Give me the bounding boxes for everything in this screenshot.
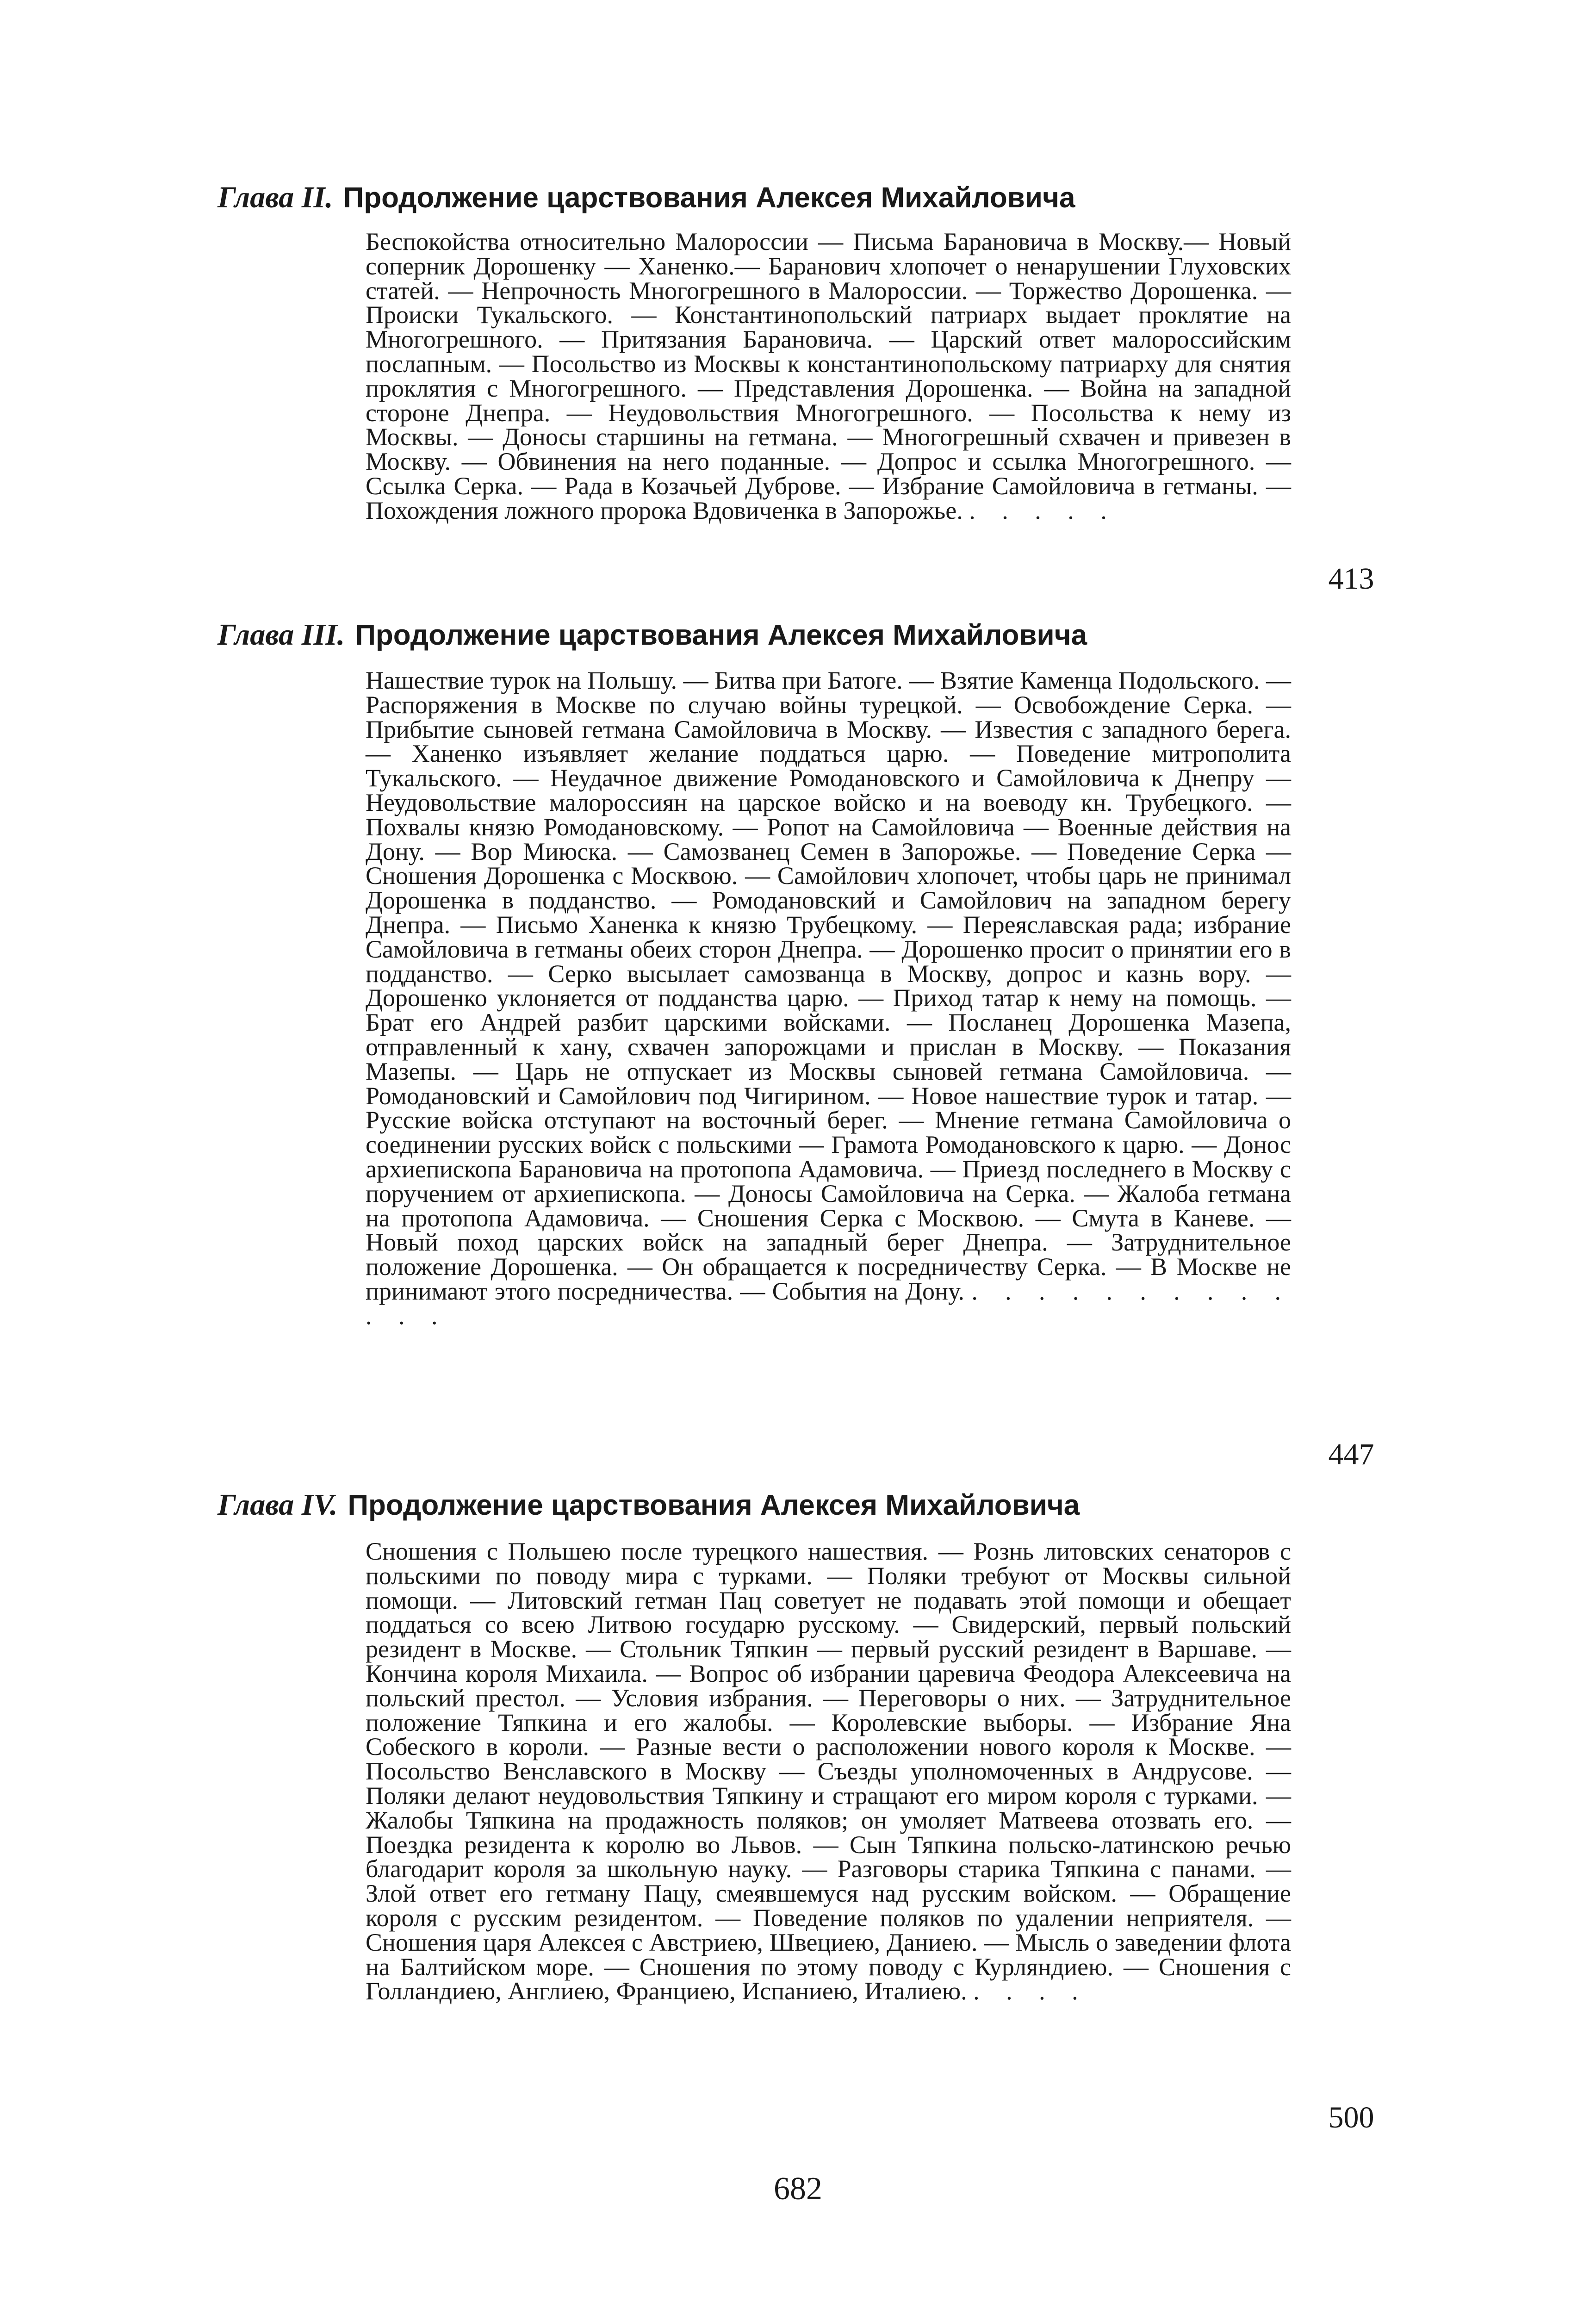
- summary-text: Нашествие турок на Польшу. — Битва при Батоге. — Взятие Каменца Подольского. — Распоряжения в Москве по случаю войны турецкой. — Освобождение Серка. — Прибытие сыновей гетмана Самойловича в Москву. — Известия с западного берега. — Ханенко изъявляет желание поддаться царю. — Поведение митрополита Тукальского. — Неудачное движение Ромодановского и Самойловича к Днепру — Неудовольствие малороссиян на царское войско и на воеводу кн. Трубецкого. — Похвалы князю Ромодановскому. — Ропот на Самойловича — Военные действия на Дону. — Вор Миюска. — Самозванец Семен в Запорожье. — Поведение Серка — Сношения Дорошенка с Москвою. — Самойлович хлопочет, чтобы царь не принимал Дорошенка в подданство. — Ромодановский и Самойлович на западном берегу Днепра. — Письмо Ханенка к князю Трубецкому. — Переяславская рада; избрание Самойловича в гетманы обеих сторон Днепра. — Дорошенко просит о принятии его в подданство. — Серко высылает самозванца в Москву, допрос и казнь вору. — Дорошенко уклоняется от подданства царю. — Приход татар к нему на помощь. — Брат его Андрей разбит царскими войсками. — Посланец Дорошенка Мазепа, отправленный к хану, схвачен запорожцами и прислан в Москву. — Показания Мазепы. — Царь не отпускает из Москвы сыновей гетмана Самойловича. — Ромодановский и Самойлович под Чигирином. — Новое нашествие турок и татар. — Русские войска отступают на восточный берег. — Мнение гетмана Самойловича о соединении русских войск с польскими — Грамота Ромодановского к царю. — Донос архиепископа Барановича на протопопа Адамовича. — Приезд последнего в Москву с поручением от архиепископа. — Доносы Самойловича на Серка. — Жалоба гетмана на протопопа Адамовича. — Сношения Серка с Москвою. — Смута в Каневе. — Новый поход царских войск на западный берег Днепра. — Затруднительное положение Дорошенка. — Он обращается к посредничеству Серка. — В Москве не принимают этого посредничества. — События на Дону.: [366, 666, 1291, 1305]
- chapter-2: [217, 178, 1379, 218]
- page-number: 413: [1328, 562, 1374, 596]
- chapter-3: [217, 616, 1379, 655]
- chapter-summary: [366, 668, 1291, 1328]
- chapter-title: Продолжение царствования Алексея Михайловича: [348, 1489, 1080, 1521]
- page-number: 447: [1328, 1437, 1374, 1471]
- chapter-summary: [366, 230, 1291, 523]
- chapter-heading: [217, 178, 1379, 218]
- chapter-summary: [366, 1539, 1291, 2003]
- chapter-title: Продолжение царствования Алексея Михайловича: [355, 619, 1087, 651]
- chapter-label: Глава III.: [217, 618, 345, 652]
- summary-text: Сношения с Польшею после турецкого нашествия. — Рознь литовских сенаторов с польскими по поводу мира с турками. — Поляки требуют от Москвы сильной помощи. — Литовский гетман Пац советует не подавать этой помощи и обещает поддаться со всею Литвою государю русскому. — Свидерский, первый польский резидент в Москве. — Стольник Тяпкин — первый русский резидент в Варшаве. — Кончина короля Михаила. — Вопрос об избрании царевича Феодора Алексеевича на польский престол. — Условия избрания. — Переговоры о них. — Затруднительное положение Тяпкина и его жалобы. — Королевские выборы. — Избрание Яна Собеского в короли. — Разные вести о расположении нового короля к Москве. — Посольство Венславского в Москву — Съезды уполномоченных в Андрусове. — Поляки делают неудовольствия Тяпкину и стращают его миром короля с турками. — Жалобы Тяпкина на продажность поляков; он умоляет Матвеева отозвать его. — Поездка резидента к королю во Львов. — Сын Тяпкина польско-латинскою речью благодарит короля за школьную науку. — Разговоры старика Тяпкина с панами. — Злой ответ его гетману Пацу, смеявшемуся над русским войском. — Обращение короля с русским резидентом. — Поведение поляков по удалении неприятеля. — Сношения царя Алексея с Австриею, Швециею, Даниею. — Мысль о заведении флота на Балтийском море. — Сношения по этому поводу с Курляндиею. — Сношения с Голландиею, Англиею, Франциею, Испаниею, Италиею.: [366, 1537, 1291, 2005]
- dot-leaders: . . . . . . . . . . . . .: [366, 1277, 1292, 1330]
- page-number: 500: [1328, 2101, 1374, 2134]
- chapter-heading: [217, 616, 1379, 655]
- chapter-heading: [217, 1486, 1379, 1525]
- chapter-title: Продолжение царствования Алексея Михайловича: [343, 182, 1075, 214]
- dot-leaders: . . . .: [973, 1977, 1088, 2005]
- summary-text: Беспокойства относительно Малороссии — Письма Барановича в Москву.— Новый соперник Дорошенку — Ханенко.— Баранович хлопочет о ненарушении Глуховских статей. — Непрочность Многогрешного в Малороссии. — Торжество Дорошенка. — Происки Тукальского. — Константинопольский патриарх выдает проклятие на Многогрешного. — Притязания Барановича. — Царский ответ малороссийским послапным. — Посольство из Москвы к константинопольскому патриарху для снятия проклятия с Многогрешного. — Представления Дорошенка. — Война на западной стороне Днепра. — Неудовольствия Многогрешного. — Посольства к нему из Москвы. — Доносы старшины на гетмана. — Многогрешный схвачен и привезен в Москву. — Обвинения на него поданные. — Допрос и ссылка Многогрешного. — Ссылка Серка. — Рада в Козачьей Дуброве. — Избрание Самойловича в гетманы. — Похождения ложного пророка Вдовиченка в Запорожье.: [366, 228, 1291, 524]
- chapter-label: Глава IV.: [217, 1488, 338, 1522]
- chapter-label: Глава II.: [217, 180, 333, 214]
- dot-leaders: . . . . .: [969, 496, 1117, 524]
- folio-page-number: 682: [774, 2171, 822, 2207]
- chapter-4: [217, 1486, 1379, 1525]
